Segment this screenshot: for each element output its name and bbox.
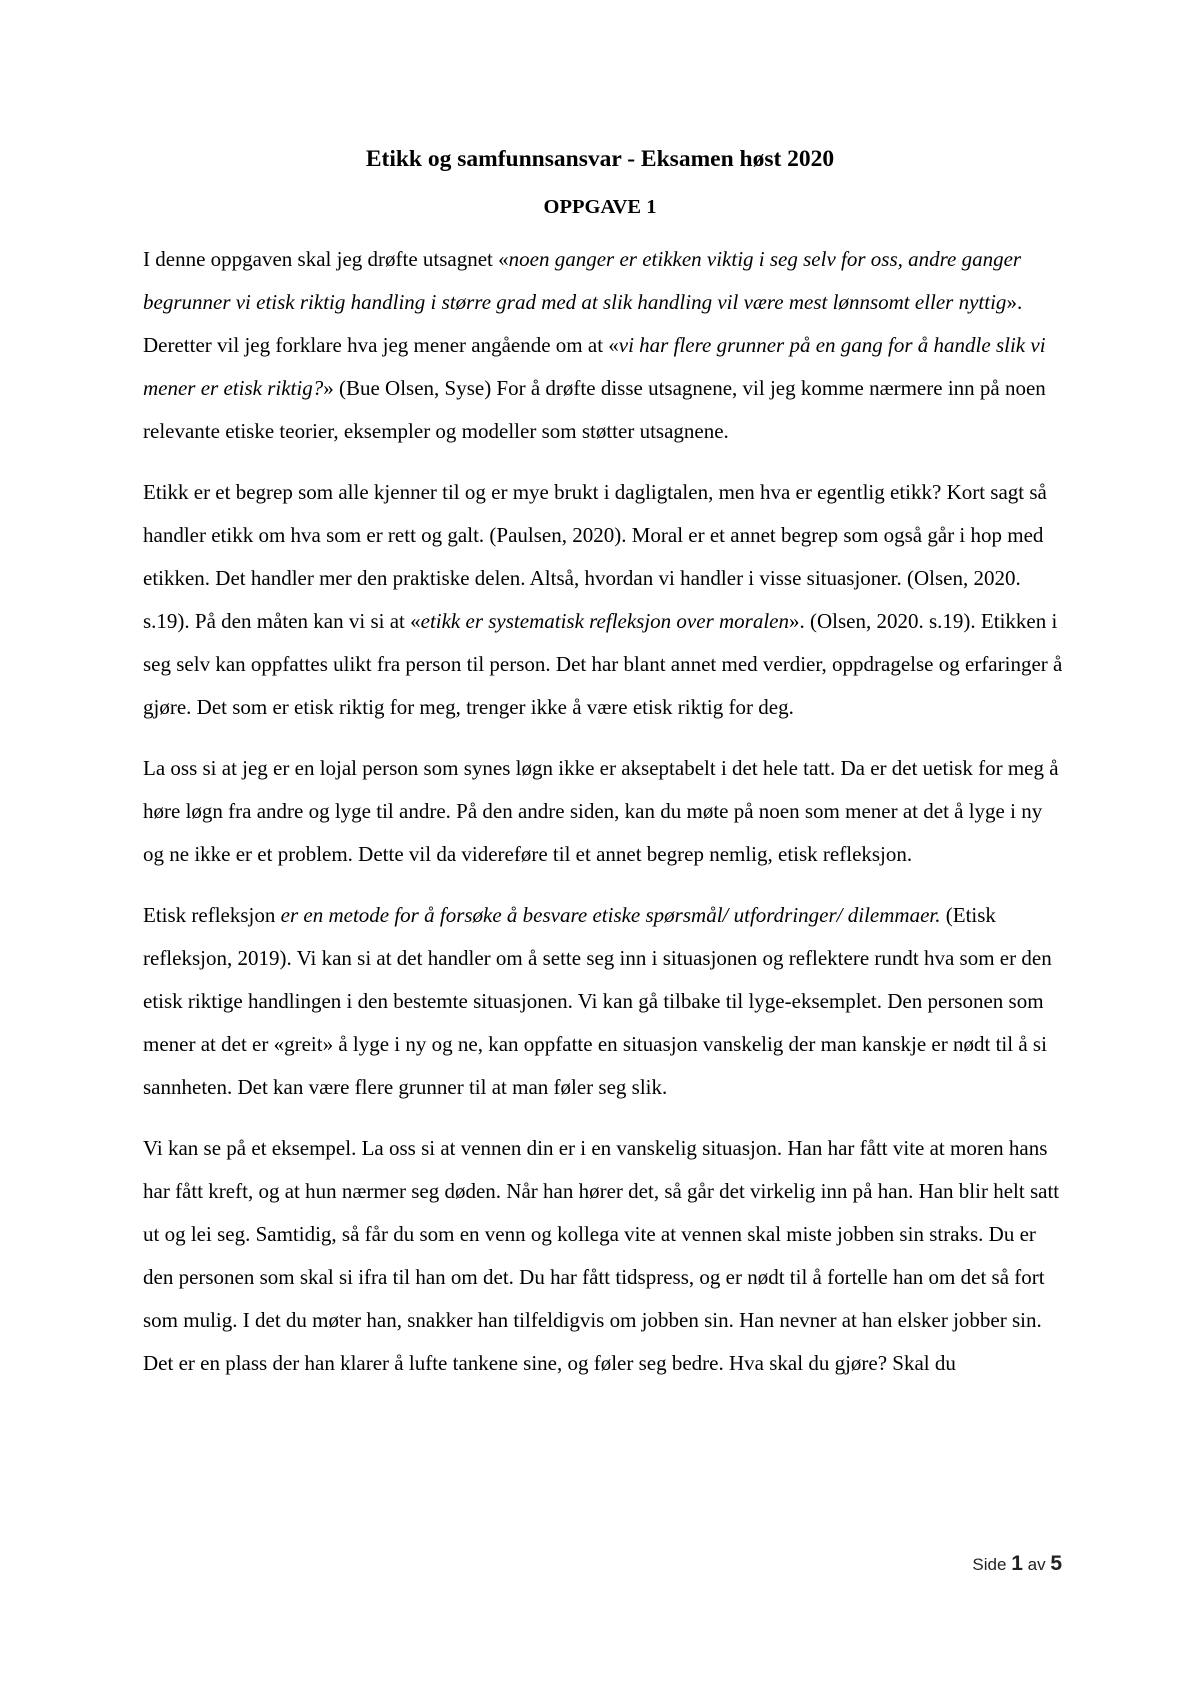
document-body	[143, 238, 1063, 1403]
body-paragraph	[143, 238, 1063, 453]
body-paragraph	[143, 747, 1063, 876]
body-paragraph	[143, 1127, 1063, 1385]
paragraph-text: Etikk er et begrep som alle kjenner til og er mye brukt i dagligtalen, men hva er egentlig etikk? Kort sagt så handler etikk om hva som er rett og galt. (Paulsen, 2020). Moral er et annet begrep som også går i hop med etikken. Det handler mer den praktiske delen. Altså, hvordan vi handler i visse situasjoner. (Olsen, 2020. s.19). På den måten kan vi si at «	[143, 480, 1047, 633]
section-heading: OPPGAVE 1	[543, 196, 657, 218]
paragraph-text: La oss si at jeg er en lojal person som synes løgn ikke er akseptabelt i det hele tatt. Da er det uetisk for meg å høre løgn fra andre og lyge til andre. På den andre siden, kan du møte på noen som mener at det å lyge i ny og ne ikke er et problem. Dette vil da videreføre til et annet begrep nemlig, etisk refleksjon.	[143, 756, 1059, 866]
body-paragraph	[143, 471, 1063, 729]
body-paragraph	[143, 894, 1063, 1109]
paragraph-text: ». (Olsen, 2020. s.19). Etikken i seg selv kan oppfattes ulikt fra person til person. Det har blant annet med verdier, oppdragelse og erfaringer å gjøre. Det som er etisk riktig for meg, trenger ikke å være etisk riktig for deg.	[143, 609, 1063, 719]
paragraph-text: I denne oppgaven skal jeg drøfte utsagnet «	[143, 247, 509, 271]
paragraph-text: Vi kan se på et eksempel. La oss si at vennen din er i en vanskelig situasjon. Han har fått vite at moren hans har fått kreft, og at hun nærmer seg døden. Når han hører det, så går det virkelig inn på han. Han blir helt satt ut og lei seg. Samtidig, så får du som en venn og kollega vite at vennen skal miste jobben sin straks. Du er den personen som skal si ifra til han om det. Du har fått tidspress, og er nødt til å fortelle han om det så fort som mulig. I det du møter han, snakker han tilfeldigvis om jobben sin. Han nevner at han elsker jobber sin. Det er en plass der han klarer å lufte tankene sine, og føler seg bedre. Hva skal du gjøre? Skal du	[143, 1136, 1060, 1375]
italic-quote-text: noen ganger er etikken viktig i seg selv for oss, andre ganger begrunner vi etisk riktig handling i større grad med at slik handling vil være mest lønnsomt eller nyttig	[143, 247, 1022, 314]
total-page-count: 5	[1050, 1552, 1062, 1575]
italic-quote-text: er en metode for å forsøke å besvare etiske spørsmål/ utfordringer/ dilemmaer.	[280, 903, 941, 927]
page-side-label: Side	[972, 1555, 1007, 1574]
page-of-label: av	[1027, 1555, 1046, 1574]
italic-quote-text: vi har flere grunner på en gang for å handle slik vi mener er etisk riktig?	[143, 333, 1046, 400]
page-footer	[972, 1552, 1062, 1576]
paragraph-text: (Etisk refleksjon, 2019). Vi kan si at det handler om å sette seg inn i situasjonen og reflektere rundt hva som er den etisk riktige handlingen i den bestemte situasjonen. Vi kan gå tilbake til lyge-eksemplet. Den personen som mener at det er «greit» å lyge i ny og ne, kan oppfatte en situasjon vanskelig der man kanskje er nødt til å si sannheten. Det kan være flere grunner til at man føler seg slik.	[143, 903, 1052, 1099]
document-title: Etikk og samfunnsansvar - Eksamen høst 2020	[365, 146, 835, 172]
italic-quote-text: etikk er systematisk refleksjon over moralen	[420, 609, 789, 633]
paragraph-text: ». Deretter vil jeg forklare hva jeg mener angående om at «	[143, 290, 1023, 357]
paragraph-text: Etisk refleksjon	[143, 903, 281, 927]
current-page-number: 1	[1011, 1552, 1023, 1575]
paragraph-text: » (Bue Olsen, Syse) For å drøfte disse utsagnene, vil jeg komme nærmere inn på noen relevante etiske teorier, eksempler og modeller som støtter utsagnene.	[143, 376, 1046, 443]
